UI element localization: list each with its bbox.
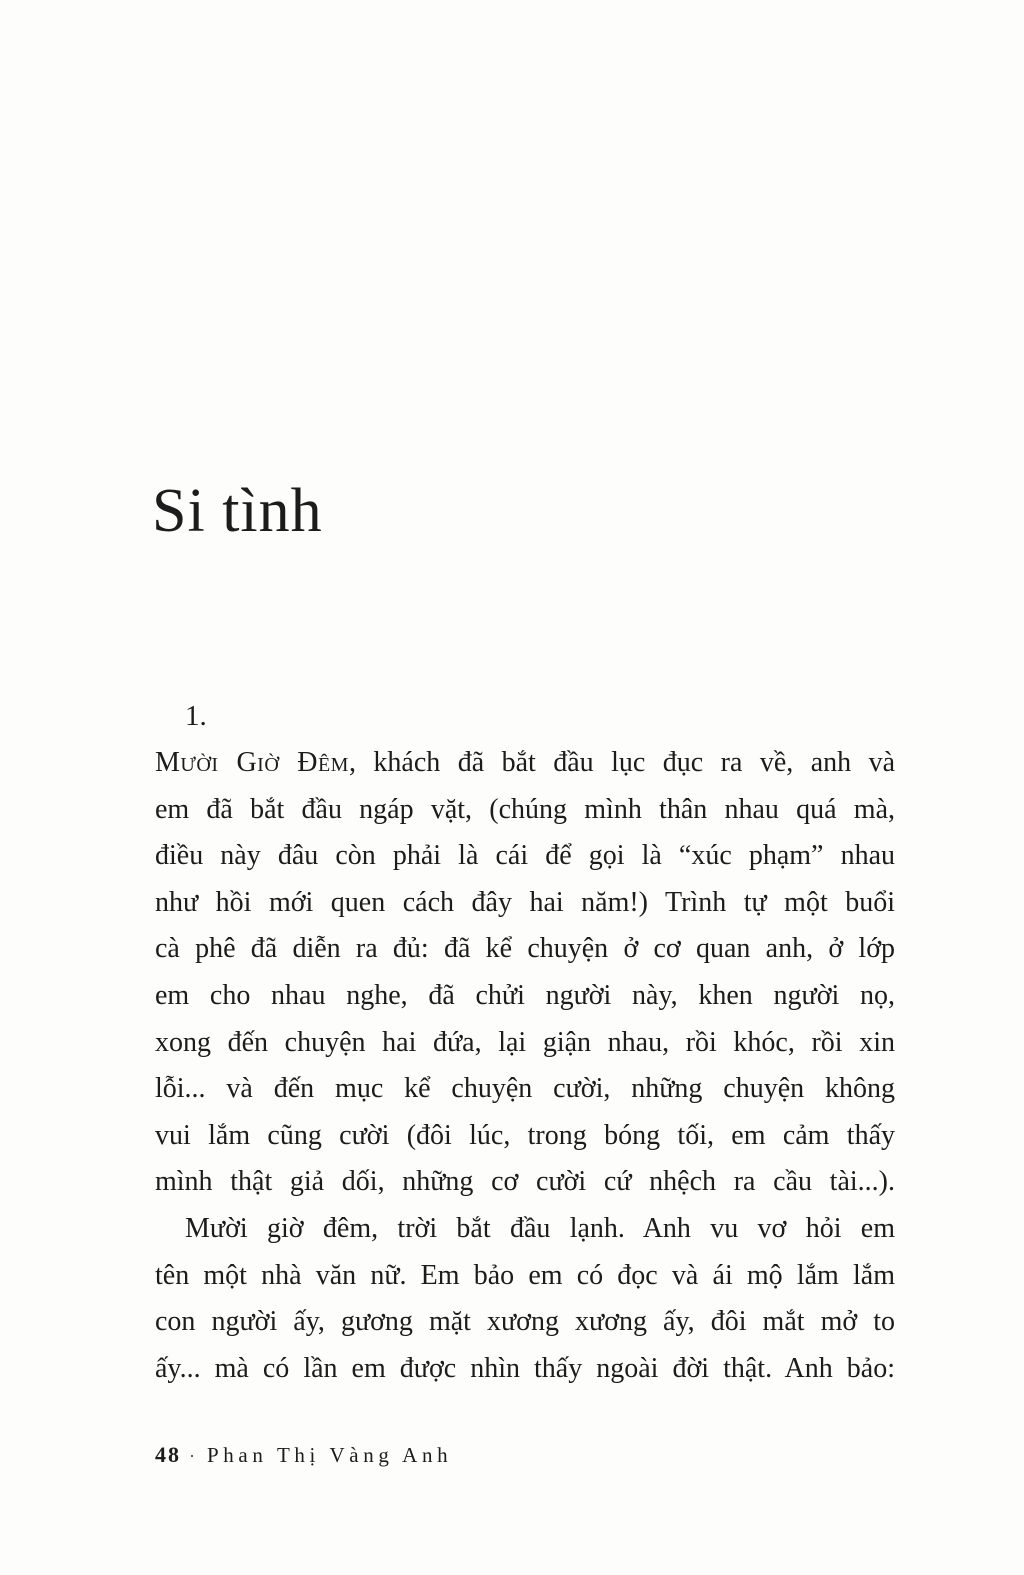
page-footer bbox=[155, 1440, 452, 1471]
text-line: tên một nhà văn nữ. Em bảo em có đọc và ái mộ lắm lắm bbox=[155, 1259, 895, 1291]
text-line: em cho nhau nghe, đã chửi người này, khen người nọ, bbox=[155, 979, 895, 1011]
small-caps-lead: Mười Giờ Đêm bbox=[155, 747, 349, 778]
text-line: vui lắm cũng cười (đôi lúc, trong bóng tối, em cảm thấy bbox=[155, 1119, 895, 1151]
author-name: Phan Thị Vàng Anh bbox=[207, 1443, 453, 1467]
text-line: Mười Giờ Đêm, khách đã bắt đầu lục đục ra về, anh và bbox=[155, 747, 895, 778]
text-line: con người ấy, gương mặt xương xương ấy, đôi mắt mở to bbox=[155, 1306, 895, 1338]
body-text bbox=[155, 740, 895, 1392]
text-line: mình thật giả dối, những cơ cười cứ nhệch ra cầu tài...). bbox=[155, 1166, 895, 1198]
section-number: 1. bbox=[185, 700, 207, 732]
text-line: Mười giờ đêm, trời bắt đầu lạnh. Anh vu vơ hỏi em bbox=[185, 1212, 895, 1244]
footer-separator-dot: · bbox=[189, 1446, 195, 1466]
text-line: em đã bắt đầu ngáp vặt, (chúng mình thân nhau quá mà, bbox=[155, 793, 895, 825]
text-line: ấy... mà có lần em được nhìn thấy ngoài đời thật. Anh bảo: bbox=[155, 1352, 895, 1384]
text-line: lỗi... và đến mục kể chuyện cười, những chuyện không bbox=[155, 1073, 895, 1105]
text-line: cà phê đã diễn ra đủ: đã kể chuyện ở cơ quan anh, ở lớp bbox=[155, 933, 895, 965]
chapter-title: Si tình bbox=[152, 477, 323, 545]
text-line: điều này đâu còn phải là cái để gọi là “xúc phạm” nhau bbox=[155, 840, 895, 872]
page-number: 48 bbox=[155, 1442, 181, 1467]
text-line: như hồi mới quen cách đây hai năm!) Trình tự một buổi bbox=[155, 886, 895, 918]
text-line: xong đến chuyện hai đứa, lại giận nhau, rồi khóc, rồi xin bbox=[155, 1026, 895, 1058]
